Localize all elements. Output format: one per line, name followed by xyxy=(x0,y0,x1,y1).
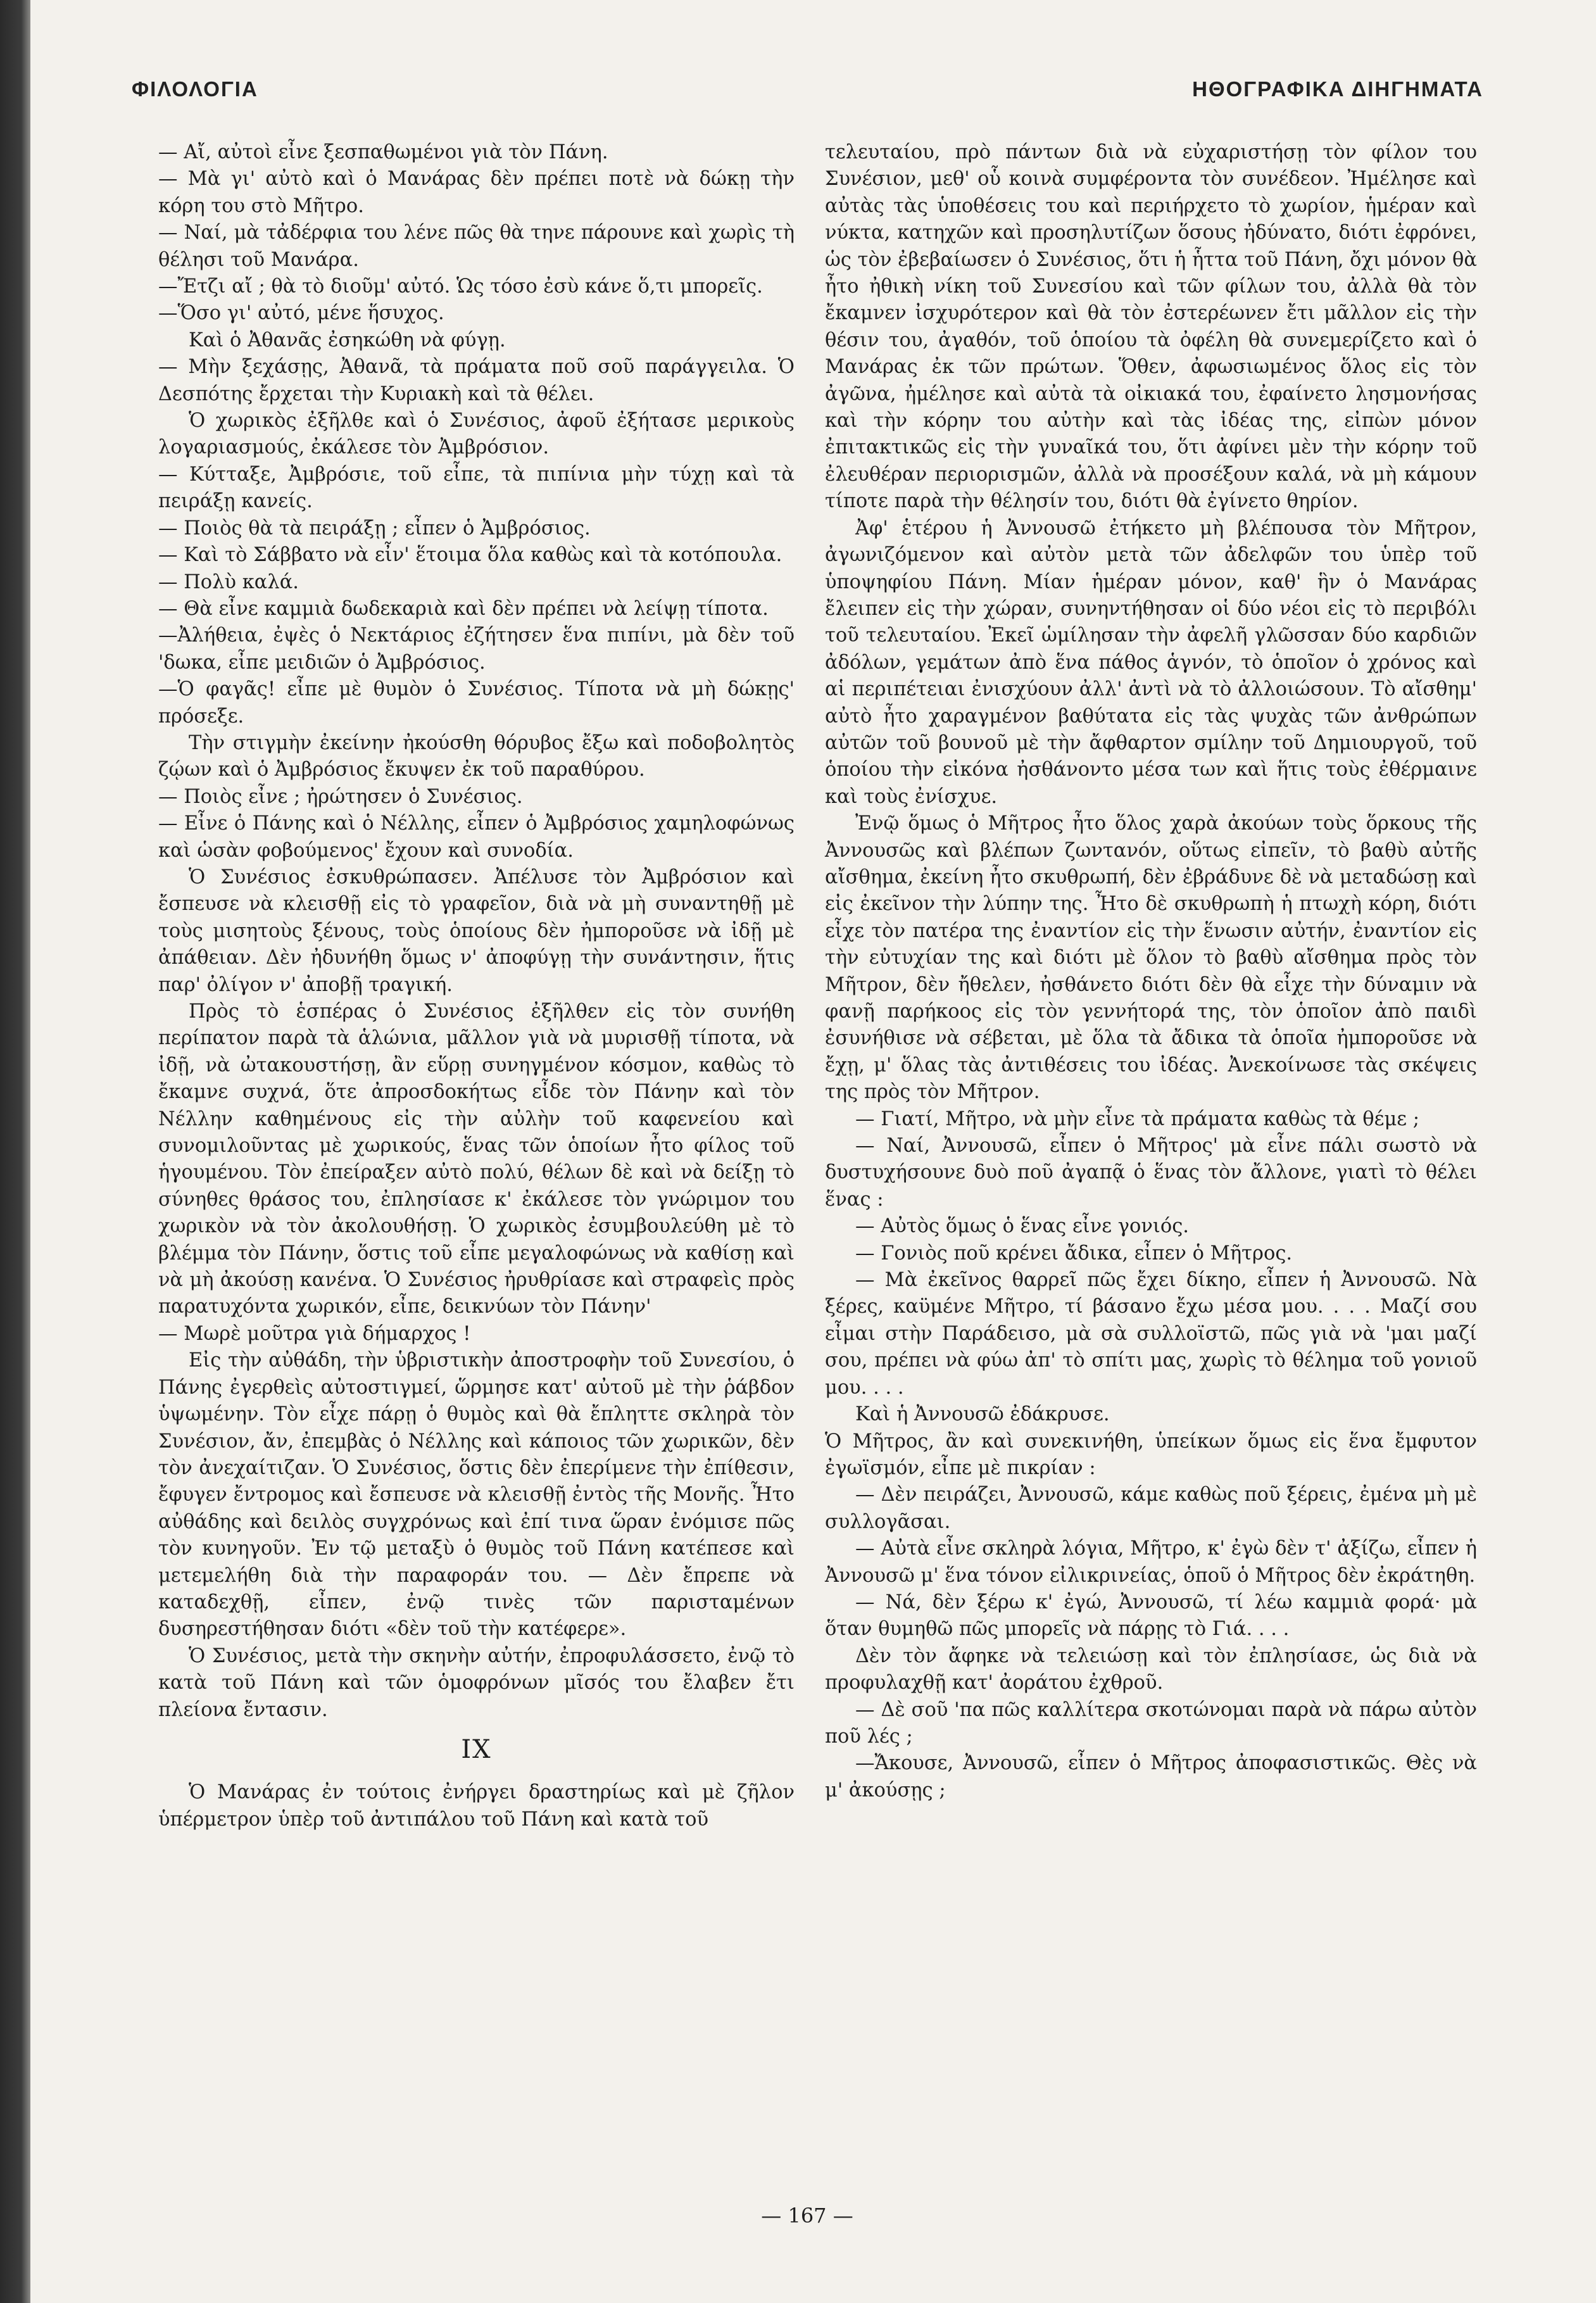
paragraph: Ὁ Συνέσιος ἐσκυθρώπασεν. Ἀπέλυσε τὸν Ἀμβρόσιον καὶ ἔσπευσε νὰ κλεισθῇ εἰς τὸ γραφεῖον, διὰ νὰ μὴ συναντηθῇ μὲ τοὺς μισητοὺς ξένους, τοὺς ὁποίους δὲν ἠμποροῦσε νὰ ἰδῇ μὲ ἀπάθειαν. Δὲν ἠδυνήθη ὅμως ν' ἀποφύγῃ τὴν συνάντησιν, ἥτις παρ' ὀλίγον ν' ἀποβῇ τραγική. xyxy=(158,866,795,996)
paragraph: — Αἴ, αὐτοὶ εἶνε ξεσπαθωμένοι γιὰ τὸν Πάνη. xyxy=(158,141,608,163)
paragraph: — Δὲν πειράζει, Ἀννουσῶ, κάμε καθὼς ποῦ ξέρεις, ἐμένα μὴ μὲ συλλογᾶσαι. xyxy=(825,1484,1477,1533)
paragraph: — Μὴν ξεχάσῃς, Ἀθανᾶ, τὰ πράματα ποῦ σοῦ παράγγειλα. Ὁ Δεσπότης ἔρχεται τὴν Κυριακὴ καὶ τὰ θέλει. xyxy=(158,356,795,405)
page-number: — 167 — xyxy=(761,2204,853,2228)
paragraph: Δὲν τὸν ἄφηκε νὰ τελειώσῃ καὶ τὸν ἐπλησίασε, ὡς διὰ νὰ προφυλαχθῇ κατ' ἀοράτου ἐχθροῦ. xyxy=(825,1644,1477,1694)
paragraph: Καὶ ὁ Ἀθανᾶς ἐσηκώθη νὰ φύγῃ. xyxy=(189,329,506,351)
paragraph: — Γονιὸς ποῦ κρένει ἄδικα, εἶπεν ὁ Μῆτρος. xyxy=(855,1242,1293,1265)
paragraph: Ὁ Συνέσιος, μετὰ τὴν σκηνὴν αὐτήν, ἐπροφυλάσσετο, ἐνῷ τὸ κατὰ τοῦ Πάνη καὶ τῶν ὁμοφρόνων μῖσός του ἔλαβεν ἔτι πλείονα ἔντασιν. xyxy=(158,1644,795,1721)
paragraph: Ὁ Μανάρας ἐν τούτοις ἐνήργει δραστηρίως καὶ μὲ ζῆλον ὑπέρμετρον ὑπὲρ τοῦ ἀντιπάλου τοῦ Πάνη καὶ κατὰ τοῦ xyxy=(158,1781,795,1831)
paragraph: Ἀφ' ἑτέρου ἡ Ἀννουσῶ ἐτήκετο μὴ βλέπουσα τὸν Μῆτρον, ἀγωνιζόμενον καὶ αὐτὸν μετὰ τῶν ἀδελφῶν του ὑπὲρ τοῦ ὑποψηφίου Πάνη. Μίαν ἡμέραν μόνον, καθ' ἣν ὁ Μανάρας ἔλειπεν εἰς τὴν χώραν, συνηντήθησαν οἱ δύο νέοι εἰς τὸ περιβόλι τοῦ τελευταίου. Ἐκεῖ ὡμίλησαν τὴν ἀφελῆ γλῶσσαν δύο καρδιῶν ἀδόλων, γεμάτων ἀπὸ ἕνα πάθος ἁγνόν, τὸ ὁποῖον ὁ χρόνος καὶ αἱ περιπέτειαι ἐνισχύουν ἀλλ' ἀντὶ νὰ τὸ ἀλλοιώσουν. Τὸ αἴσθημ' αὐτὸ ἦτο χαραγμένον βαθύτατα εἰς τὰς ψυχὰς τῶν ἀνθρώπων αὐτῶν τοῦ βουνοῦ μὲ τὴν ἄφθαρτον σμίλην τοῦ Δημιουργοῦ, τοῦ ὁποίου τὴν εἰκόνα ἠσθάνοντο μέσα των καὶ ἥτις τοὺς ἐθέρμαινε καὶ τοὺς ἐνίσχυε. xyxy=(825,517,1477,808)
paragraph: — Γιατί, Μῆτρο, νὰ μὴν εἶνε τὰ πράματα καθὼς τὰ θέμε ; xyxy=(855,1107,1420,1130)
paragraph: — Ποιὸς θὰ τὰ πειράξῃ ; εἶπεν ὁ Ἀμβρόσιος. xyxy=(158,517,591,539)
section-number: IX xyxy=(461,1734,492,1764)
paragraph: — Δὲ σοῦ 'πα πῶς καλλίτερα σκοτώνομαι παρὰ νὰ πάρω αὐτὸν ποῦ λές ; xyxy=(825,1698,1477,1748)
paragraph: — Νά, δὲν ξέρω κ' ἐγώ, Ἀννουσῶ, τί λέω καμμιὰ φορά· μὰ ὅταν θυμηθῶ πῶς μπορεῖς νὰ πάρῃς τὸ Γιά. . . . xyxy=(825,1591,1477,1641)
book-binding-shadow xyxy=(0,0,30,2303)
paragraph: — Ναί, Ἀννουσῶ, εἶπεν ὁ Μῆτρος' μὰ εἶνε πάλι σωστὸ νὰ δυστυχήσουνε δυὸ ποῦ ἀγαπᾷ ὁ ἕνας τὸν ἄλλονε, γιατὶ τὸ θέλει ἕνας : xyxy=(825,1135,1477,1211)
paragraph: —Ὅσο γι' αὐτό, μένε ἥσυχος. xyxy=(158,302,444,325)
paragraph: — Αὐτὰ εἶνε σκληρὰ λόγια, Μῆτρο, κ' ἐγὼ δὲν τ' ἀξίζω, εἶπεν ἡ Ἀννουσῶ μ' ἕνα τόνον εἰλικρινείας, ὁποῦ ὁ Μῆτρος δὲν ἐκράτηθη. xyxy=(825,1537,1477,1587)
left-column xyxy=(158,139,795,1833)
paragraph: — Μὰ γι' αὐτὸ καὶ ὁ Μανάρας δὲν πρέπει ποτὲ νὰ δώκῃ τὴν κόρη του στὸ Μῆτρο. xyxy=(158,168,795,217)
paragraph: — Μὰ ἐκεῖνος θαρρεῖ πῶς ἔχει δίκηο, εἶπεν ἡ Ἀννουσῶ. Νὰ ξέρες, καϋμένε Μῆτρο, τί βάσανο ἔχω μέσα μου. . . . Μαζί σου εἶμαι στὴν Παράδεισο, μὰ σὰ συλλοϊστῶ, πῶς γιὰ νὰ 'μαι μαζί σου, πρέπει νὰ φύω ἀπ' τὸ σπίτι μας, χωρὶς τὸ θέλημα τοῦ γονιοῦ μου. . . . xyxy=(825,1269,1477,1399)
paragraph: — Ναί, μὰ τἀδέρφια του λένε πῶς θὰ τηνε πάρουνε καὶ χωρὶς τὴ θέλησι τοῦ Μανάρα. xyxy=(158,222,795,271)
paragraph: Καὶ ἡ Ἀννουσῶ ἐδάκρυσε. xyxy=(855,1403,1110,1426)
paragraph: — Ποιὸς εἶνε ; ἠρώτησεν ὁ Συνέσιος. xyxy=(158,785,523,808)
paragraph: Τὴν στιγμὴν ἐκείνην ἠκούσθη θόρυβος ἔξω καὶ ποδοβολητὸς ζῴων καὶ ὁ Ἀμβρόσιος ἔκυψεν ἐκ τοῦ παραθύρου. xyxy=(158,731,795,781)
paragraph: — Καὶ τὸ Σάββατο νὰ εἶν' ἕτοιμα ὅλα καθὼς καὶ τὰ κοτόπουλα. xyxy=(158,544,782,567)
paragraph: Ὁ χωρικὸς ἐξῆλθε καὶ ὁ Συνέσιος, ἀφοῦ ἐξήτασε μερικοὺς λογαριασμούς, ἐκάλεσε τὸν Ἀμβρόσιον. xyxy=(158,410,795,459)
paragraph: —Ἀλήθεια, ἐψὲς ὁ Νεκτάριος ἐζήτησεν ἕνα πιπίνι, μὰ δὲν τοῦ 'δωκα, εἶπε μειδιῶν ὁ Ἀμβρόσιος. xyxy=(158,624,795,674)
paragraph: — Μωρὲ μοῦτρα γιὰ δήμαρχος ! xyxy=(158,1322,471,1345)
running-header-left: ΦΙΛΟΛΟΓΙΑ xyxy=(132,77,258,101)
paragraph: τελευταίου, πρὸ πάντων διὰ νὰ εὐχαριστήσῃ τὸν φίλον του Συνέσιον, μεθ' οὗ κοινὰ συμφέροντα τὸν συνέδεον. Ἠμέλησε καὶ αὐτὰς τὰς ὑποθέσεις του καὶ περιήρχετο τὸ χωρίον, ἡμέραν καὶ νύκτα, κατηχῶν καὶ προσηλυτίζων ὅσους ἠδύνατο, διότι ἐφρόνει, ὡς τὸν ἐβεβαίωσεν ὁ Συνέσιος, ὅτι ἡ ἧττα τοῦ Πάνη, ὄχι μόνον θὰ ἦτο ἠθικὴ νίκη τοῦ Συνεσίου καὶ τῶν φίλων του, ἀλλὰ θὰ τὸν ἔκαμνεν ἰσχυρότερον καὶ θὰ τὸν ἐστερέωνεν ἔτι μᾶλλον εἰς τὴν θέσιν του, ἀγαθόν, τοῦ ὁποίου τὰ ὀφέλη θὰ συνεμερίζετο καὶ ὁ Μανάρας ἐκ τῶν πρώτων. Ὅθεν, ἀφωσιωμένος ὅλος εἰς τὸν ἀγῶνα, ἠμέλησε καὶ αὐτὰ τὰ οἰκιακά του, ἐφαίνετο λησμονήσας καὶ τὴν κόρην του αὐτὴν καὶ τὰς ἰδέας της, εἰπὼν μόνον ἐπιτακτικῶς εἰς τὴν γυναῖκά του, ὅτι ἀφίνει μὲν τὴν κόρην τοῦ ἐλευθέραν περιορισμῶν, ἀλλὰ νὰ προσέξουν καλά, νὰ μὴ κάμουν τίποτε παρὰ τὴν θέλησίν του, διότι θὰ ἐγίνετο θηρίον. xyxy=(825,141,1477,513)
paragraph: — Πολὺ καλά. xyxy=(158,571,299,593)
right-column xyxy=(825,139,1477,1804)
paragraph: — Εἶνε ὁ Πάνης καὶ ὁ Νέλλης, εἶπεν ὁ Ἀμβρόσιος χαμηλοφώνως καὶ ὡσὰν φοβούμενος' ἔχουν καὶ συνοδία. xyxy=(158,812,795,862)
paragraph: —Ἔτζι αἴ ; θὰ τὸ διοῦμ' αὐτό. Ὡς τόσο ἐσὺ κάνε ὅ,τι μπορεῖς. xyxy=(158,275,763,298)
paragraph: — Κύτταξε, Ἀμβρόσιε, τοῦ εἶπε, τὰ πιπίνια μὴν τύχῃ καὶ τὰ πειράξῃ κανείς. xyxy=(158,463,795,513)
paragraph: Ὁ Μῆτρος, ἂν καὶ συνεκινήθη, ὑπείκων ὅμως εἰς ἕνα ἔμφυτον ἐγωϊσμόν, εἶπε μὲ πικρίαν : xyxy=(825,1430,1477,1479)
paragraph: Πρὸς τὸ ἑσπέρας ὁ Συνέσιος ἐξῆλθεν εἰς τὸν συνήθη περίπατον παρὰ τὰ ἁλώνια, μᾶλλον γιὰ νὰ μυρισθῇ τίποτα, νὰ ἰδῇ, νὰ ὠτακουστήσῃ, ἂν εὕρῃ συνηγμένον κόσμον, καθὼς τὸ ἔκαμνε συχνά, ὅτε ἀπροσδοκήτως εἶδε τὸν Πάνην καὶ τὸν Νέλλην καθημένους εἰς τὴν αὐλὴν τοῦ καφενείου καὶ συνομιλοῦντας μὲ χωρικούς, ἕνας τῶν ὁποίων ἦτο φίλος τοῦ ἡγουμένου. Τὸν ἐπείραξεν αὐτὸ πολύ, θέλων δὲ καὶ νὰ δείξῃ τὸ σύνηθες θράσος του, ἐπλησίασε κ' ἐκάλεσε τὸν γνώριμον του χωρικὸν νὰ τὸν ἀκολουθήσῃ. Ὁ χωρικὸς ἐσυμβουλεύθη μὲ τὸ βλέμμα τὸν Πάνην, ὅστις τοῦ εἶπε μεγαλοφώνως νὰ καθίσῃ καὶ νὰ μὴ ἀκούσῃ κανένα. Ὁ Συνέσιος ἠρυθρίασε καὶ στραφεὶς πρὸς παρατυχόντα χωρικόν, εἶπε, δεικνύων τὸν Πάνην' xyxy=(158,1000,795,1318)
paragraph: — Θὰ εἶνε καμμιὰ δωδεκαριὰ καὶ δὲν πρέπει νὰ λείψῃ τίποτα. xyxy=(158,597,769,620)
paragraph: — Αὐτὸς ὅμως ὁ ἕνας εἶνε γονιός. xyxy=(855,1215,1189,1238)
paragraph: Ἐνῷ ὅμως ὁ Μῆτρος ἦτο ὅλος χαρὰ ἀκούων τοὺς ὅρκους τῆς Ἀννουσῶς καὶ βλέπων ζωντανόν, οὕτως εἰπεῖν, τὸ βαθὺ αὐτῆς αἴσθημα, ἐκείνη ἦτο σκυθρωπή, δὲν ἐβράδυνε δὲ νὰ μεταδώσῃ καὶ εἰς ἐκεῖνον τὴν λύπην της. Ἦτο δὲ σκυθρωπὴ ἡ πτωχὴ κόρη, διότι εἶχε τὸν πατέρα της ἐναντίον εἰς τὴν ἕνωσιν αὐτήν, ἐναντίον εἰς τὴν εὐτυχίαν της καὶ διότι μὲ ὅλον τὸ βαθὺ αἴσθημα πρὸς τὸν Μῆτρον, δὲν ἤθελεν, ἠσθάνετο διότι δὲν θὰ εἶχε τὴν δύναμιν νὰ φανῇ παρήκοος εἰς τὸν γεννήτορά της, τὸν ὁποῖον ἀπὸ παιδὶ ἐσυνήθισε νὰ σέβεται, μὲ ὅλα τὰ ἄδικα τὰ ὁποῖα ἠμποροῦσε νὰ ἔχῃ, μ' ὅλας τὰς ἀντιθέσεις του ἰδέας. Ἀνεκοίνωσε τὰς σκέψεις της πρὸς τὸν Μῆτρον. xyxy=(825,812,1477,1104)
paragraph: —Ὁ φαγᾶς! εἶπε μὲ θυμὸν ὁ Συνέσιος. Τίποτα νὰ μὴ δώκῃς' πρόσεξε. xyxy=(158,678,795,728)
paragraph: Εἰς τὴν αὐθάδη, τὴν ὑβριστικὴν ἀποστροφὴν τοῦ Συνεσίου, ὁ Πάνης ἐγερθεὶς αὐτοστιγμεί, ὥρμησε κατ' αὐτοῦ μὲ τὴν ῥάβδον ὑψωμένην. Τὸν εἶχε πάρῃ ὁ θυμὸς καὶ θὰ ἔπληττε σκληρὰ τὸν Συνέσιον, ἄν, ἐπεμβὰς ὁ Νέλλης καὶ κάποιος τῶν χωρικῶν, δὲν τὸν ἀνεχαίτιζαν. Ὁ Συνέσιος, ὅστις δὲν ἐπερίμενε τὴν ἐπίθεσιν, ἔφυγεν ἔντρομος καὶ ἔσπευσε νὰ κλεισθῇ ἐντὸς τῆς Μονῆς. Ἦτο αὐθάδης καὶ δειλὸς συγχρόνως καὶ ἐπί τινα ὥραν ἐνόμισε πῶς τὸν κυνηγοῦν. Ἐν τῷ μεταξὺ ὁ θυμὸς τοῦ Πάνη κατέπεσε καὶ μετεμελήθη διὰ τὴν παραφοράν του. — Δὲν ἔπρεπε νὰ καταδεχθῇ, εἶπεν, ἐνῷ τινὲς τῶν παρισταμένων δυσηρεστήθησαν διότι «δὲν τοῦ τὴν κατέφερε». xyxy=(158,1349,795,1641)
running-header-right: ΗΘΟΓΡΑΦΙΚΑ ΔΙΗΓΗΜΑΤΑ xyxy=(1192,77,1483,101)
paragraph: —Ἄκουσε, Ἀννουσῶ, εἶπεν ὁ Μῆτρος ἀποφασιστικῶς. Θὲς νὰ μ' ἀκούσῃς ; xyxy=(825,1752,1477,1801)
